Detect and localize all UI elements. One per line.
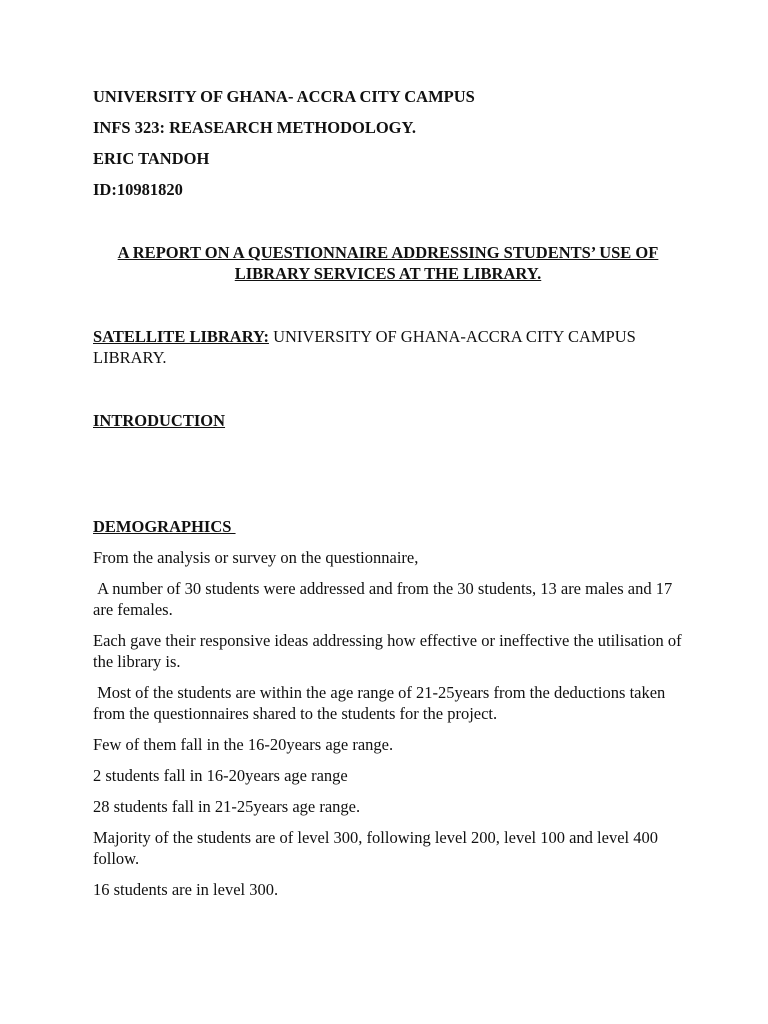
satellite-library-value: UNIVERSITY OF GHANA-ACCRA CITY CAMPUS LIBRARY.	[93, 327, 636, 367]
body-paragraph: A number of 30 students were addressed and from the 30 students, 13 are males and 17 are females.	[93, 579, 677, 619]
body-paragraph: 2 students fall in 16-20years age range	[93, 766, 348, 785]
document-page	[93, 86, 683, 900]
course-heading: INFS 323: REASEARCH METHODOLOGY.	[93, 118, 417, 137]
author-name: ERIC TANDOH	[93, 149, 210, 168]
demographics-heading: DEMOGRAPHICS	[93, 517, 236, 536]
body-paragraph: Most of the students are within the age range of 21-25years from the deductions taken from the questionnaires shared to the students for the project.	[93, 683, 670, 723]
body-paragraph: 16 students are in level 300.	[93, 880, 279, 899]
student-id: ID:10981820	[93, 180, 183, 199]
report-title: A REPORT ON A QUESTIONNAIRE ADDRESSING STUDENTS’ USE OF LIBRARY SERVICES AT THE LIBRARY.	[117, 243, 659, 283]
satellite-library-label: SATELLITE LIBRARY:	[93, 327, 269, 346]
body-paragraph: Each gave their responsive ideas addressing how effective or ineffective the utilisation of the library is.	[93, 631, 682, 671]
body-paragraph: Few of them fall in the 16-20years age range.	[93, 735, 394, 754]
satellite-library-line	[93, 326, 683, 368]
introduction-heading: INTRODUCTION	[93, 411, 226, 430]
university-heading: UNIVERSITY OF GHANA- ACCRA CITY CAMPUS	[93, 87, 475, 106]
body-paragraph: From the analysis or survey on the questionnaire,	[93, 548, 419, 567]
body-paragraph: 28 students fall in 21-25years age range.	[93, 797, 361, 816]
body-paragraph: Majority of the students are of level 300, following level 200, level 100 and level 400 follow.	[93, 828, 658, 868]
